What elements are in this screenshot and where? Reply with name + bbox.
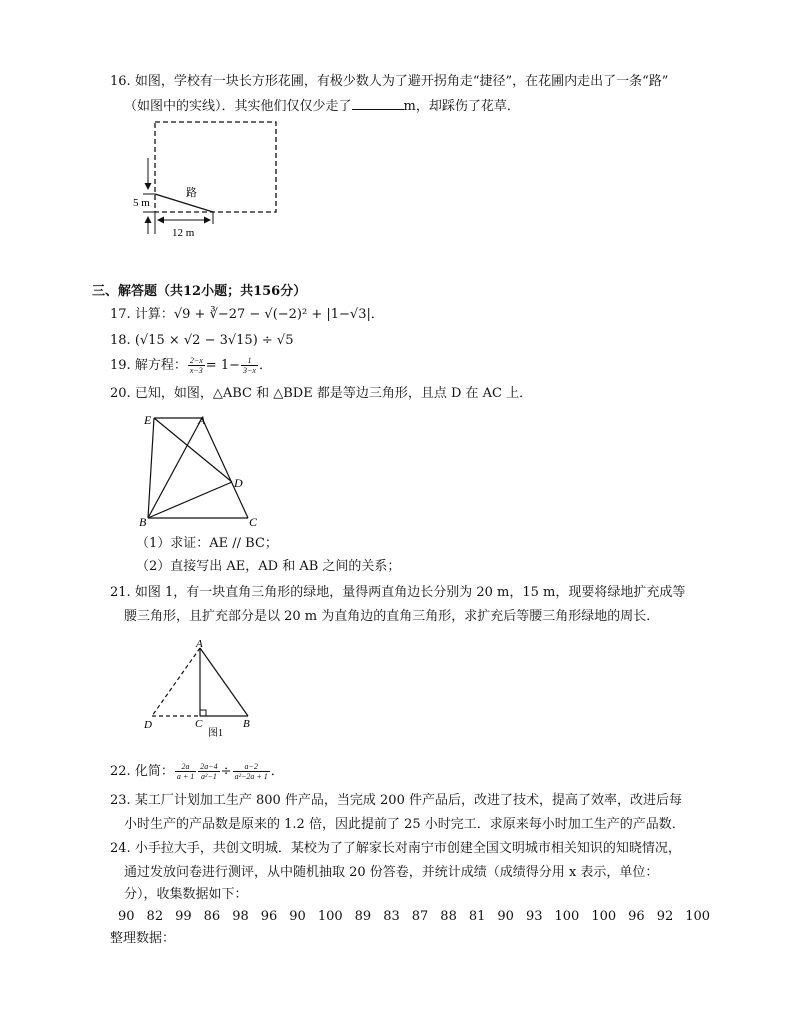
data-value: 99 <box>175 909 192 924</box>
q20 <box>110 385 532 403</box>
q24-organize-label: 整理数据： <box>110 931 176 946</box>
segment-AD-dashed <box>152 648 200 716</box>
data-value: 87 <box>411 909 429 924</box>
segment-AB <box>200 648 248 716</box>
q17-number: 17. <box>110 307 131 322</box>
q19-fraction-1: $\frac{2-x}{x-3}$ <box>189 356 203 375</box>
data-value: 96 <box>260 909 278 924</box>
q16-text-line2b: m，却踩伤了花草． <box>403 99 520 114</box>
point-C-label: C <box>249 515 258 529</box>
q23-text-line1: 某工厂计划加工生产 800 件产品，当完成 200 件产品后，改进了技术，提高了效率，改进后每 <box>134 793 682 808</box>
data-value: 98 <box>232 909 249 924</box>
q21-number: 21. <box>110 585 131 600</box>
q22-divide: ÷ <box>220 764 232 779</box>
q16-line1 <box>110 73 668 91</box>
point-A-label: A <box>196 638 203 650</box>
q16-number: 16. <box>110 74 131 89</box>
q19-label: 解方程： <box>134 358 187 373</box>
garden-rectangle <box>155 122 276 212</box>
segment-EB <box>148 418 154 518</box>
q24-number: 24. <box>110 841 131 856</box>
q24-data-row <box>118 908 722 926</box>
point-C-label: C <box>195 718 203 730</box>
q21-line1 <box>110 584 685 602</box>
right-angle-mark <box>200 710 206 716</box>
q21-text-line1: 如图 1，有一块直角三角形的绿地，量得两直角边长分别为 20 m，15 m，现要将绿地扩充成等 <box>134 585 686 600</box>
data-value: 100 <box>591 909 617 924</box>
q22 <box>110 762 284 781</box>
point-D-label: D <box>234 476 243 490</box>
q16-text-line2a: （如图中的实线）．其实他们仅仅少走了 <box>124 99 352 114</box>
q22-fraction-2: $\frac{2a-4}{\text{a²−1}}$ <box>200 762 218 781</box>
data-value: 86 <box>203 909 221 924</box>
segment-BD <box>148 482 232 518</box>
q20-sub2: （2）直接写出 AE，AD 和 AB 之间的关系； <box>136 559 401 574</box>
q19-equals: = 1− <box>205 358 240 373</box>
bottom-length-label: 12 m <box>172 227 195 239</box>
point-B-label: B <box>139 515 147 529</box>
q24-text-line1: 小手拉大手，共创文明城．某校为了了解家长对南宁市创建全国文明城市相关知识的知晓情况， <box>134 841 681 856</box>
q20-number: 20. <box>110 386 131 401</box>
segment-ED <box>154 418 232 482</box>
point-D-label: D <box>144 719 152 731</box>
q20-triangle-figure <box>136 410 266 530</box>
data-value: 96 <box>628 909 645 924</box>
point-A-label: A <box>198 413 206 427</box>
road-path <box>155 194 213 212</box>
q16-garden-figure <box>128 116 288 242</box>
q22-fraction-3: $\frac{a-2}{\text{a²−2a + 1}}$ <box>234 762 268 781</box>
q20-text: 已知，如图，△ABC 和 △BDE 都是等边三角形，且点 D 在 AC 上． <box>134 386 533 401</box>
q16-line2 <box>124 97 520 116</box>
q19-end: ． <box>258 358 272 373</box>
q24-line1 <box>110 840 681 858</box>
segment-AB <box>148 418 202 518</box>
data-value: 81 <box>468 909 486 924</box>
section-heading: 三、解答题（共12小题；共156分） <box>92 284 307 299</box>
data-value: 82 <box>146 909 164 924</box>
q17 <box>110 306 384 324</box>
q17-text: 计算：√9 + ∛−27 − √(−2)² + |1−√3|． <box>134 307 384 322</box>
data-value: 83 <box>383 909 400 924</box>
q16-text-line1: 如图，学校有一块长方形花圃，有极少数人为了避开拐角走“捷径”，在花圃内走出了一条“路” <box>134 74 669 89</box>
point-E-label: E <box>144 413 152 427</box>
data-value: 90 <box>289 909 306 924</box>
data-value: 100 <box>685 909 711 924</box>
segment-AC <box>202 418 248 518</box>
q21-triangle-figure <box>140 638 260 742</box>
data-value: 90 <box>118 909 135 924</box>
q23-number: 23. <box>110 793 131 808</box>
road-label: 路 <box>186 187 197 199</box>
q16-answer-blank <box>352 97 404 110</box>
data-value: 100 <box>317 909 343 924</box>
q22-label: 化简： <box>134 764 174 779</box>
data-value: 100 <box>554 909 580 924</box>
q24-text-line2: 通过发放问卷进行测评，从中随机抽取 20 份答卷，并统计成绩（成绩得分用 x 表示，单位： <box>124 865 659 880</box>
data-value: 88 <box>440 909 457 924</box>
q19-number: 19. <box>110 358 131 373</box>
q23-line1 <box>110 792 682 810</box>
data-value: 89 <box>354 909 372 924</box>
q23-text-line2: 小时生产的产品数是原来的 1.2 倍，因此提前了 25 小时完工．求原来每小时加工生产的产品数． <box>124 817 685 832</box>
data-value: 93 <box>525 909 543 924</box>
point-B-label: B <box>243 718 250 730</box>
q18 <box>110 332 293 350</box>
data-value: 92 <box>656 909 674 924</box>
q21-text-line2: 腰三角形，且扩充部分是以 20 m 为直角边的直角三角形，求扩充后等腰三角形绿地的周长． <box>124 609 660 624</box>
q19 <box>110 356 272 375</box>
q24-text-line3: 分），收集数据如下： <box>124 887 248 902</box>
data-value: 90 <box>497 909 514 924</box>
q22-number: 22. <box>110 764 131 779</box>
q18-number: 18. <box>110 333 131 348</box>
q19-fraction-2: $\frac{1}{3-x}$ <box>243 356 256 375</box>
side-length-label: 5 m <box>133 197 150 209</box>
q18-text: (√15 × √2 − 3√15) ÷ √5 <box>134 333 294 348</box>
figure-caption: 图1 <box>208 728 223 739</box>
q22-end: ． <box>270 764 284 779</box>
q20-sub1: （1）求证：AE // BC； <box>136 536 278 551</box>
q22-fraction-1: $\frac{2a}{a + 1}$ <box>176 762 195 781</box>
